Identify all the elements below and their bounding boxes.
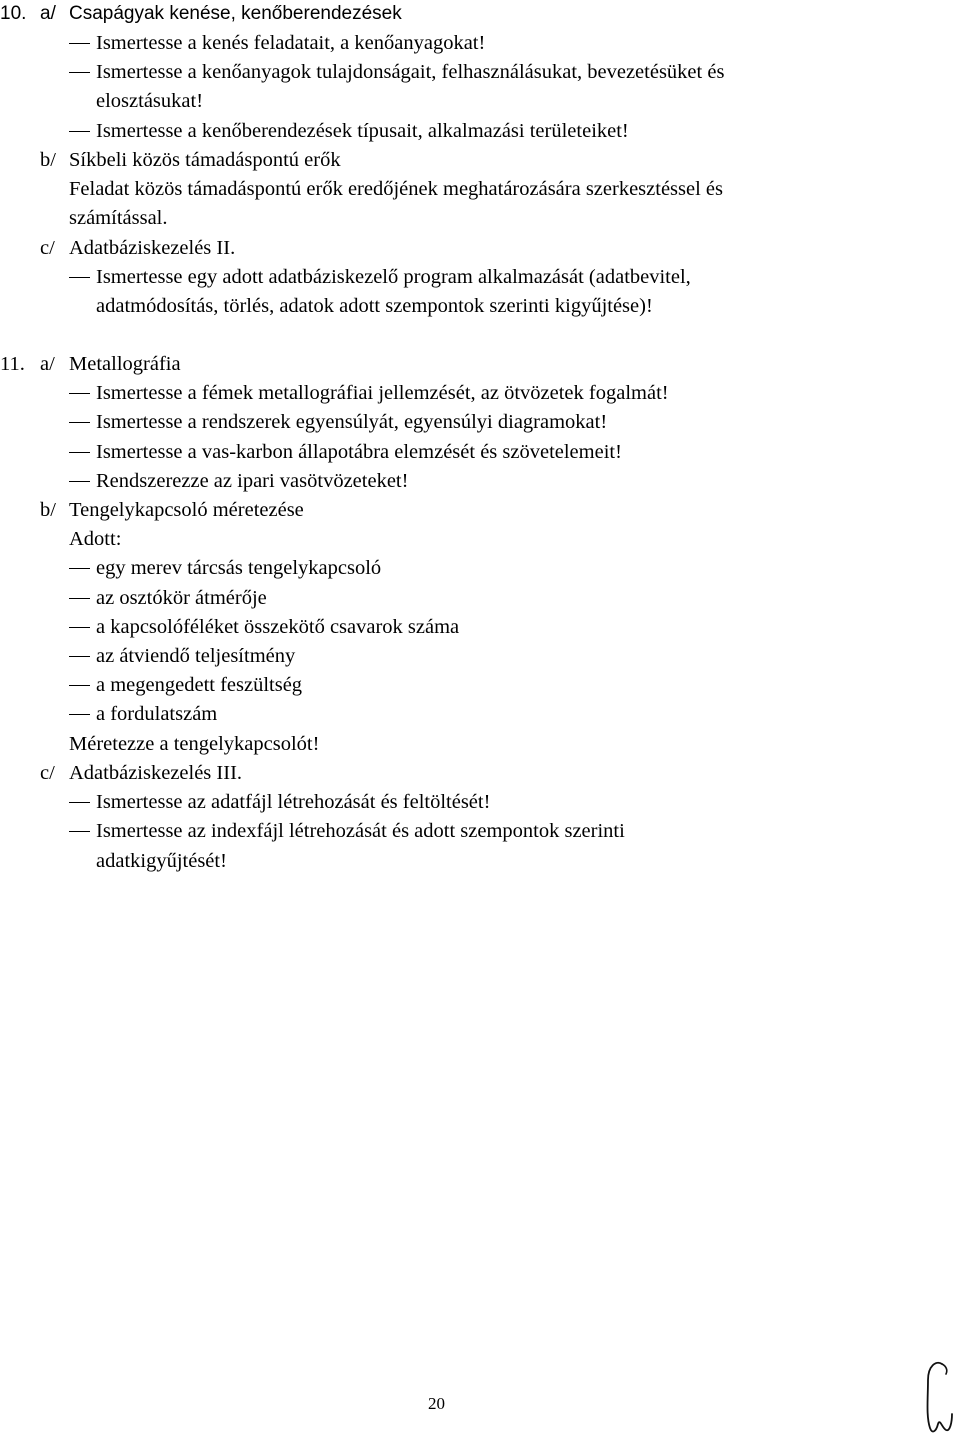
bullet-dash <box>69 393 90 394</box>
part-title-11c: Adatbáziskezelés III. <box>69 762 243 784</box>
bullet-dash <box>69 43 90 44</box>
list-item: a kapcsolóféléket összekötő csavarok száma <box>96 616 460 638</box>
task-text: Méretezze a tengelykapcsolót! <box>69 733 320 755</box>
list-item-continuation: adatmódosítás, törlés, adatok adott szempontok szerinti kigyűjtése)! <box>96 295 653 317</box>
bullet-dash <box>69 598 90 599</box>
list-item: Ismertesse az indexfájl létrehozását és adott szempontok szerinti <box>96 820 625 842</box>
bullet-dash <box>69 422 90 423</box>
part-title-10a: Csapágyak kenése, kenőberendezések <box>69 3 402 24</box>
given-label: Adott: <box>69 528 122 550</box>
page-number: 20 <box>428 1394 445 1413</box>
bullet-dash <box>69 568 90 569</box>
part-title-10b: Síkbeli közös támadáspontú erők <box>69 149 341 171</box>
bullet-dash <box>69 452 90 453</box>
part-label-11c: c/ <box>40 762 55 784</box>
bullet-dash <box>69 277 90 278</box>
list-item: Ismertesse a kenés feladatait, a kenőanyagokat! <box>96 32 486 54</box>
list-item: Ismertesse a kenőanyagok tulajdonságait, felhasználásukat, bevezetésüket és <box>96 61 725 83</box>
list-item: Ismertesse a vas-karbon állapotábra elemzését és szövetelemeit! <box>96 441 622 463</box>
list-item: Ismertesse egy adott adatbáziskezelő program alkalmazását (adatbevitel, <box>96 266 691 288</box>
section-number-10: 10. <box>0 3 27 24</box>
part-title-10c: Adatbáziskezelés II. <box>69 237 236 259</box>
bullet-dash <box>69 802 90 803</box>
bullet-dash <box>69 481 90 482</box>
section-number-11: 11. <box>0 353 25 375</box>
list-item: az osztókör átmérője <box>96 587 267 609</box>
list-item: Ismertesse a kenőberendezések típusait, alkalmazási területeiket! <box>96 120 629 142</box>
list-item: Ismertesse a rendszerek egyensúlyát, egyensúlyi diagramokat! <box>96 411 608 433</box>
paragraph-continuation: számítással. <box>69 207 168 229</box>
bullet-dash <box>69 656 90 657</box>
bullet-dash <box>69 131 90 132</box>
bullet-dash <box>69 72 90 73</box>
list-item: Ismertesse az adatfájl létrehozását és feltöltését! <box>96 791 491 813</box>
handwritten-signature <box>918 1358 958 1438</box>
list-item: Ismertesse a fémek metallográfiai jellemzését, az ötvözetek fogalmát! <box>96 382 669 404</box>
part-title-11a: Metallográfia <box>69 353 181 375</box>
list-item: az átviendő teljesítmény <box>96 645 296 667</box>
part-label-11b: b/ <box>40 499 56 521</box>
part-label-10a: a/ <box>40 3 56 24</box>
list-item: Rendszerezze az ipari vasötvözeteket! <box>96 470 409 492</box>
paragraph: Feladat közös támadáspontú erők eredőjének meghatározására szerkesztéssel és <box>69 178 724 200</box>
list-item: a fordulatszám <box>96 703 218 725</box>
bullet-dash <box>69 685 90 686</box>
list-item: a megengedett feszültség <box>96 674 303 696</box>
bullet-dash <box>69 714 90 715</box>
bullet-dash <box>69 831 90 832</box>
part-label-11a: a/ <box>40 353 55 375</box>
part-label-10c: c/ <box>40 237 55 259</box>
list-item: egy merev tárcsás tengelykapcsoló <box>96 557 382 579</box>
part-label-10b: b/ <box>40 149 56 171</box>
list-item-continuation: elosztásukat! <box>96 90 204 112</box>
list-item-continuation: adatkigyűjtését! <box>96 850 227 872</box>
part-title-11b: Tengelykapcsoló méretezése <box>69 499 304 521</box>
bullet-dash <box>69 627 90 628</box>
